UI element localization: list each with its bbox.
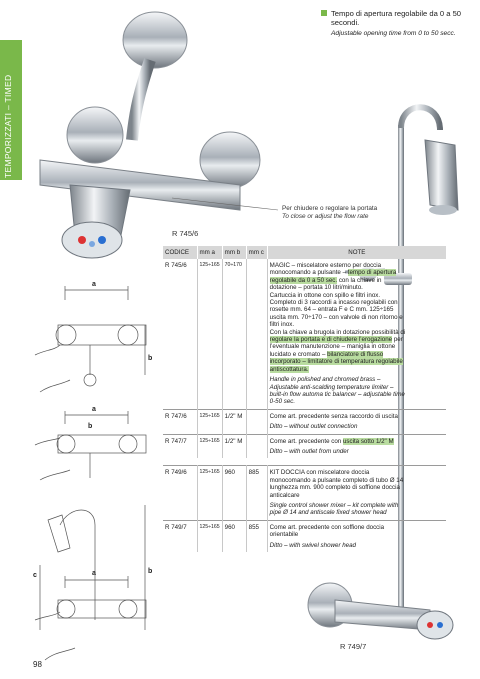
technical-drawings <box>35 286 146 660</box>
col-b: mm b <box>222 246 246 259</box>
dim-b-label-3: b <box>148 568 153 575</box>
note-text: KIT DOCCIA con miscelatore doccia monocomando a pulsante completo di tubo Ø 14 lunghezza mm. 900 completo di soffione doccia anticalcare <box>269 469 404 499</box>
row-code: R 749/7 <box>163 520 197 552</box>
product-label-bottom: R 749/7 <box>340 642 367 651</box>
note-text: Cartuccia in ottone con spillo e filtri inox. Completo di 3 raccordi a incasso regolabili con rosette mm. 64 – entrata F e C mm. 125÷165 uscita mm. 70÷170 – con valvole di non ritorno e filtri inox. <box>269 291 403 329</box>
dim-b-label-2: b <box>88 423 93 430</box>
note-text: MAGIC – miscelatore esterno per doccia monocomando a pulsante – <box>269 262 382 277</box>
row-note <box>267 409 446 434</box>
row-b: 1/2" M <box>222 409 246 434</box>
timing-callout-en: Adjustable opening time from 0 to 50 secc. <box>331 30 456 37</box>
note-text: Come art. precedente con <box>269 437 343 445</box>
row-c <box>246 259 267 409</box>
spec-table <box>163 246 446 552</box>
dim-c-label: c <box>33 572 37 579</box>
col-note: NOTE <box>267 246 446 259</box>
table-gap <box>163 458 446 466</box>
col-code: CODICE <box>163 246 197 259</box>
row-note <box>267 520 446 552</box>
row-note <box>267 259 446 409</box>
table-row <box>163 434 446 458</box>
note-en: Ditto – with swivel shower head <box>269 541 356 549</box>
row-b: 1/2" M <box>222 434 246 458</box>
row-code: R 747/6 <box>163 409 197 434</box>
row-a: 125÷165 <box>197 409 222 434</box>
flow-note <box>282 205 377 221</box>
row-b: 960 <box>222 520 246 552</box>
page-number: 98 <box>33 660 42 669</box>
row-c <box>246 409 267 434</box>
mixer-r745-6-image <box>40 12 260 258</box>
row-b: 960 <box>222 466 246 520</box>
col-c: mm c <box>246 246 267 259</box>
row-a: 125÷165 <box>197 434 222 458</box>
row-a: 125÷165 <box>197 520 222 552</box>
section-tab-label: TEMPORIZZATI – TIMED <box>3 74 13 178</box>
row-code: R 745/6 <box>163 259 197 409</box>
note-highlight: regolare la portata e di chiudere l’erogazione <box>269 336 393 344</box>
row-b: 70÷170 <box>222 259 246 409</box>
note-text: Con la chiave a brugola in dotazione possibilità di <box>269 328 406 336</box>
dim-b-label: b <box>148 355 153 362</box>
dim-a-label-2: a <box>92 406 96 413</box>
note-highlight: bilanciatore di flusso incorporato – limitatore di temperatura regolabile antiscottatura. <box>269 350 403 373</box>
table-row <box>163 259 446 409</box>
row-note <box>267 434 446 458</box>
note-en: Ditto – without outlet connection <box>269 423 358 431</box>
col-a: mm a <box>197 246 222 259</box>
note-en: Handle in polished and chromed brass – Adjustable anti-scalding temperature limiter – built-in flow automa tic balancer – adjustable time 0-50 sec. <box>269 376 405 406</box>
flow-note-it: Per chiudere o regolare la portata <box>282 205 378 212</box>
row-code: R 749/6 <box>163 466 197 520</box>
table-header <box>163 246 446 259</box>
note-text: Come art. precedente senza raccordo di uscita <box>269 412 398 420</box>
table-row <box>163 466 446 520</box>
note-highlight: uscita sotto 1/2" M <box>342 437 394 445</box>
table-row <box>163 409 446 434</box>
note-text: con la chiave in dotazione – portata 10 litri/minuto. <box>269 276 382 292</box>
dim-a-label-3: a <box>92 570 96 577</box>
row-c <box>246 434 267 458</box>
flow-note-en: To close or adjust the flow rate <box>282 213 369 220</box>
table-row <box>163 520 446 552</box>
row-c: 855 <box>246 520 267 552</box>
note-en: Single control shower mixer – kit complete with pipe Ø 14 and antiscale fixed shower head <box>269 501 399 517</box>
row-a: 125÷165 <box>197 259 222 409</box>
row-a: 125÷165 <box>197 466 222 520</box>
row-note <box>267 466 446 520</box>
note-text: per l’eventuale manutenzione – maniglia in ottone lucidato e cromato – <box>269 336 403 358</box>
dim-a-label: a <box>92 281 96 288</box>
note-en: Ditto – with outlet from under <box>269 447 349 455</box>
timing-callout-it: Tempo di apertura regolabile da 0 a 50 secondi. <box>331 9 462 27</box>
row-c: 885 <box>246 466 267 520</box>
row-code: R 747/7 <box>163 434 197 458</box>
note-text: Come art. precedente con soffione doccia orientabile <box>269 523 385 539</box>
product-label-top: R 745/6 <box>172 229 199 238</box>
note-highlight: tempo di apertura regolabile da 0 a 50 sec. <box>269 269 397 284</box>
